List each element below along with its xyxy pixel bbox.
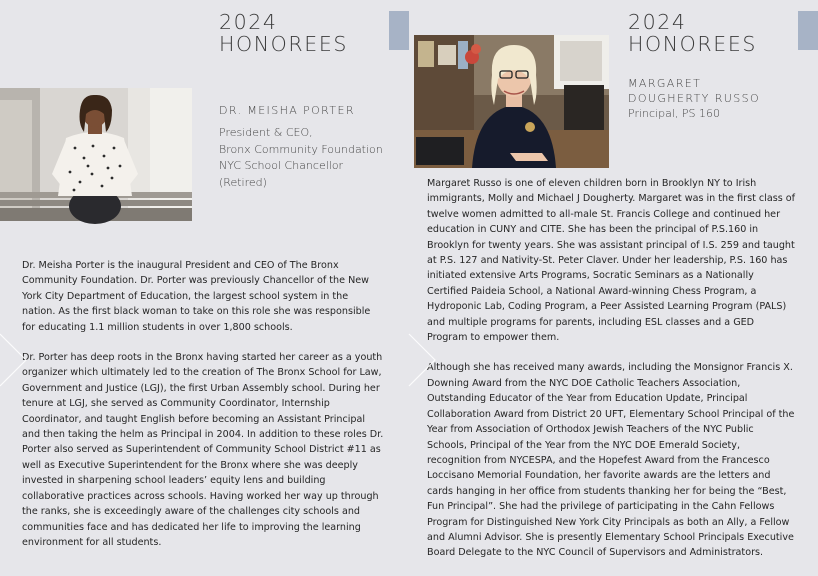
accent-bar-right (798, 11, 818, 50)
honoree-name-russo: MARGARET DOUGHERTY RUSSO (628, 77, 761, 105)
role-line: Bronx Community Foundation (219, 142, 383, 156)
honoree-photo-russo (414, 35, 609, 168)
page-title-left: 2024 HONOREES (219, 10, 348, 56)
bio-paragraph: Margaret Russo is one of eleven children born in Brooklyn NY to Irish immigrants, Molly and Michael J Dougherty. Margaret was in the first class of twelve women admitted to all-male St. Francis College and continued her education in CUNY and CITE. She has been the principal of P.S.160 in Brooklyn for twenty years. She was assistant principal of I.S. 259 and taught at P.S. 127 and Nativity-St. Peter Claver. Under her leadership, P.S. 160 has initiated extensive Arts Programs, Socratic Seminars as a Nationally Certified Paideia School, a National Award-winning Chess Program, a Hydroponic Lab, Coding Program, a Peer Assisted Learning Program (PALS) and multiple programs for parents, including ESL classes and a GED Program to empower them. (427, 178, 795, 344)
role-line: (Retired) (219, 175, 267, 189)
page-title-right: 2024 HONOREES (628, 10, 757, 56)
chevron-decoration-icon (0, 330, 40, 390)
bio-paragraph: Although she has received many awards, including the Monsignor Francis X. Downing Award from the NYC DOE Catholic Teachers Association, Outstanding Educator of the Year from Education Update, Principal Collaboration Award from District 20 UFT, Elementary School Principal of the Year from Association of Orthodox Jewish Teachers of the NYC Public Schools, Principal of the Year from the NYC DOE Emerald Society, recognition from NYCESPA, and the Hopefest Award from the Francesco Loccisano Memorial Foundation, her favorite awards are the letters and cards hanging in her office from students thanking her for being the “Best, Fun Principal”. She had the privilege of participating in the Cahn Fellows Program for Distinguished New York City Principals as both an Ally, a Fellow and Alumni Advisor. She is presently Elementary School Principals Executive Board Delegate to the NYC Council of Supervisors and Administrators. (427, 362, 795, 559)
chevron-decoration-icon (409, 330, 449, 390)
accent-bar-left (389, 11, 409, 50)
right-page (409, 0, 818, 559)
bio-russo (427, 176, 795, 576)
bio-porter (22, 258, 384, 565)
honoree-role-porter (219, 125, 383, 191)
role-line: President & CEO, (219, 126, 313, 139)
bio-paragraph: Dr. Meisha Porter is the inaugural President and CEO of The Bronx Community Foundation. Dr. Porter was previously Chancellor of the New York City Department of Education, the largest school system in the nation. As the first black woman to take on this role she was responsible for educating 1.1 million students in over 1,800 schools. (22, 260, 371, 333)
role-line: NYC School Chancellor (219, 159, 344, 172)
bio-paragraph: Dr. Porter has deep roots in the Bronx having started her career as a youth organizer which ultimately led to the creation of The Bronx School for Law, Government and Justice (LGJ), the first Urban Assembly school. During her tenure at LGJ, she served as Community Coordinator, Internship Coordinator, and taught English before becoming an Assistant Principal and then taking the helm as Principal in 2004. In addition to these roles Dr. Porter also served as Superintendent of Community School District #11 as well as Executive Superintendent for the Bronx where she was deeply invested in sharpening school leaders’ equity lens and building collaborative practices across schools. Having worked her way up through the ranks, she is exceedingly aware of the challenges city schools and communities face and has dedicated her life to improving the learning environment for all students. (22, 352, 384, 548)
left-page (0, 0, 409, 548)
honoree-role-russo: Principal, PS 160 (628, 107, 720, 120)
honoree-name-porter: DR. MEISHA PORTER (219, 104, 355, 117)
honoree-photo-porter (0, 88, 192, 221)
